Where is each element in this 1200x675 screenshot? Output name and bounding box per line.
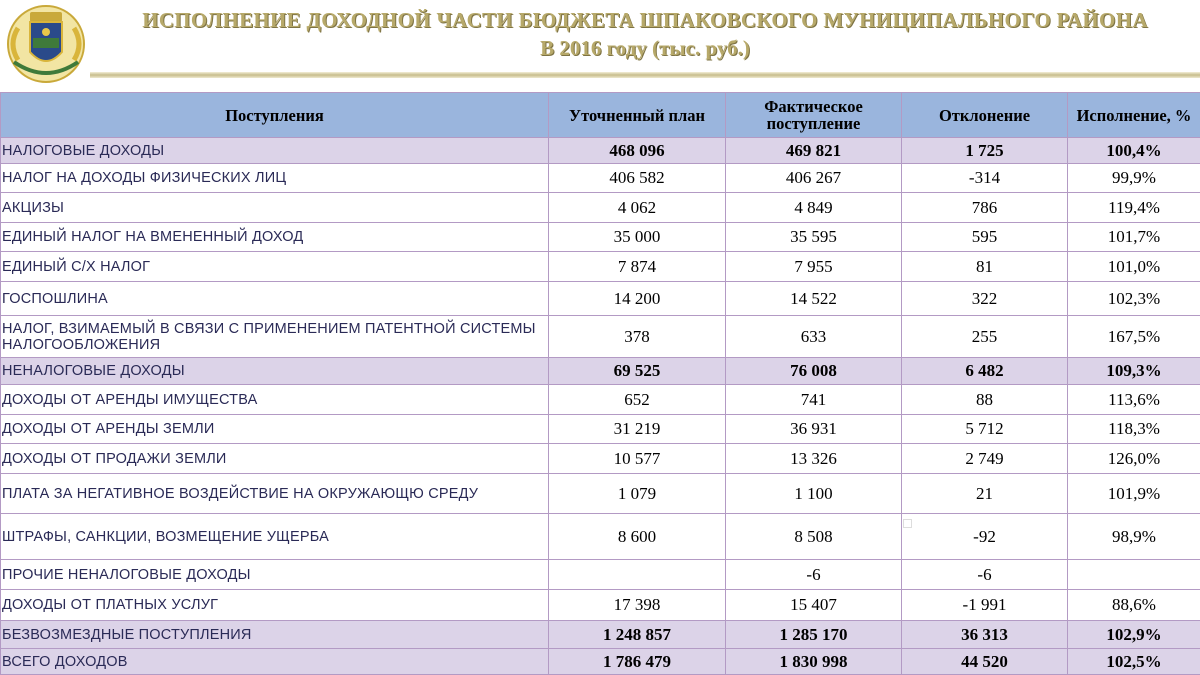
table-row <box>1 590 1200 621</box>
row-plan: 14 200 <box>549 282 726 316</box>
marker-dot <box>903 519 912 528</box>
row-name: НАЛОГОВЫЕ ДОХОДЫ <box>1 138 549 164</box>
row-plan: 468 096 <box>549 138 726 164</box>
row-name: БЕЗВОЗМЕЗДНЫЕ ПОСТУПЛЕНИЯ <box>1 621 549 649</box>
row-fact: 741 <box>726 385 902 415</box>
row-execution: 113,6% <box>1068 385 1200 415</box>
row-execution: 102,9% <box>1068 621 1200 649</box>
row-plan: 7 874 <box>549 252 726 282</box>
row-deviation: -92 <box>902 514 1068 560</box>
row-fact: 14 522 <box>726 282 902 316</box>
row-execution: 126,0% <box>1068 444 1200 474</box>
column-header-income: Поступления <box>1 93 549 138</box>
row-deviation: 322 <box>902 282 1068 316</box>
row-fact: 15 407 <box>726 590 902 621</box>
row-plan: 1 079 <box>549 474 726 514</box>
row-execution: 100,4% <box>1068 138 1200 164</box>
row-deviation: 6 482 <box>902 358 1068 385</box>
row-deviation: 44 520 <box>902 649 1068 675</box>
row-name: ВСЕГО ДОХОДОВ <box>1 649 549 675</box>
column-header-execution: Исполнение, % <box>1068 93 1200 138</box>
row-name: ПРОЧИЕ НЕНАЛОГОВЫЕ ДОХОДЫ <box>1 560 549 590</box>
row-plan: 406 582 <box>549 164 726 193</box>
column-header-plan: Уточненный план <box>549 93 726 138</box>
slide-header <box>0 0 1200 92</box>
table-row <box>1 193 1200 223</box>
row-execution: 101,7% <box>1068 223 1200 252</box>
row-execution: 101,0% <box>1068 252 1200 282</box>
row-plan: 1 248 857 <box>549 621 726 649</box>
row-fact: 13 326 <box>726 444 902 474</box>
row-name: НАЛОГ, ВЗИМАЕМЫЙ В СВЯЗИ С ПРИМЕНЕНИЕМ ПАТЕНТНОЙ СИСТЕМЫ НАЛОГООБЛОЖЕНИЯ <box>1 316 549 358</box>
page-subtitle: В 2016 году (тыс. руб.) <box>540 36 750 60</box>
page-title: ИСПОЛНЕНИЕ ДОХОДНОЙ ЧАСТИ БЮДЖЕТА ШПАКОВСКОГО МУНИЦИПАЛЬНОГО РАЙОНА <box>142 8 1148 32</box>
table-row <box>1 415 1200 444</box>
table-row <box>1 385 1200 415</box>
row-deviation: 21 <box>902 474 1068 514</box>
header-divider <box>90 72 1200 78</box>
table-row <box>1 223 1200 252</box>
table-row <box>1 444 1200 474</box>
row-plan <box>549 560 726 590</box>
table-row <box>1 282 1200 316</box>
row-deviation: -1 991 <box>902 590 1068 621</box>
table-header-row <box>1 93 1200 138</box>
table-row <box>1 358 1200 385</box>
column-header-fact: Фактическое поступление <box>726 93 902 138</box>
row-deviation: 786 <box>902 193 1068 223</box>
row-name: ЕДИНЫЙ НАЛОГ НА ВМЕНЕННЫЙ ДОХОД <box>1 223 549 252</box>
row-fact: 7 955 <box>726 252 902 282</box>
row-execution: 98,9% <box>1068 514 1200 560</box>
row-fact: 4 849 <box>726 193 902 223</box>
row-name: ГОСПОШЛИНА <box>1 282 549 316</box>
row-deviation: 81 <box>902 252 1068 282</box>
table-row <box>1 164 1200 193</box>
row-plan: 652 <box>549 385 726 415</box>
row-plan: 378 <box>549 316 726 358</box>
row-name: ЕДИНЫЙ С/Х НАЛОГ <box>1 252 549 282</box>
column-header-deviation: Отклонение <box>902 93 1068 138</box>
row-deviation: 2 749 <box>902 444 1068 474</box>
budget-table <box>0 92 1200 675</box>
table-row <box>1 560 1200 590</box>
row-name: АКЦИЗЫ <box>1 193 549 223</box>
row-fact: 406 267 <box>726 164 902 193</box>
row-execution: 88,6% <box>1068 590 1200 621</box>
row-fact: 1 830 998 <box>726 649 902 675</box>
row-name: ДОХОДЫ ОТ ПРОДАЖИ ЗЕМЛИ <box>1 444 549 474</box>
table-row <box>1 138 1200 164</box>
row-plan: 31 219 <box>549 415 726 444</box>
row-plan: 4 062 <box>549 193 726 223</box>
table-row <box>1 621 1200 649</box>
row-execution: 119,4% <box>1068 193 1200 223</box>
row-execution: 118,3% <box>1068 415 1200 444</box>
row-execution: 99,9% <box>1068 164 1200 193</box>
row-execution <box>1068 560 1200 590</box>
row-deviation: 88 <box>902 385 1068 415</box>
row-deviation: 255 <box>902 316 1068 358</box>
row-name: ДОХОДЫ ОТ ПЛАТНЫХ УСЛУГ <box>1 590 549 621</box>
row-plan: 10 577 <box>549 444 726 474</box>
row-name: ДОХОДЫ ОТ АРЕНДЫ ЗЕМЛИ <box>1 415 549 444</box>
row-deviation: -314 <box>902 164 1068 193</box>
row-plan: 69 525 <box>549 358 726 385</box>
row-fact: 8 508 <box>726 514 902 560</box>
row-fact: 36 931 <box>726 415 902 444</box>
row-name: НЕНАЛОГОВЫЕ ДОХОДЫ <box>1 358 549 385</box>
row-deviation: 36 313 <box>902 621 1068 649</box>
row-name: ПЛАТА ЗА НЕГАТИВНОЕ ВОЗДЕЙСТВИЕ НА ОКРУЖАЮЩЮ СРЕДУ <box>1 474 549 514</box>
row-plan: 35 000 <box>549 223 726 252</box>
table-row <box>1 649 1200 675</box>
row-fact: 633 <box>726 316 902 358</box>
row-fact: 469 821 <box>726 138 902 164</box>
table-row <box>1 474 1200 514</box>
row-name: ШТРАФЫ, САНКЦИИ, ВОЗМЕЩЕНИЕ УЩЕРБА <box>1 514 549 560</box>
coat-of-arms-icon <box>4 4 88 84</box>
row-execution: 167,5% <box>1068 316 1200 358</box>
table-row <box>1 252 1200 282</box>
row-deviation: -6 <box>902 560 1068 590</box>
row-execution: 101,9% <box>1068 474 1200 514</box>
row-execution: 102,3% <box>1068 282 1200 316</box>
row-execution: 109,3% <box>1068 358 1200 385</box>
row-fact: -6 <box>726 560 902 590</box>
row-fact: 1 285 170 <box>726 621 902 649</box>
row-fact: 1 100 <box>726 474 902 514</box>
row-plan: 17 398 <box>549 590 726 621</box>
row-deviation: 1 725 <box>902 138 1068 164</box>
row-execution: 102,5% <box>1068 649 1200 675</box>
row-deviation: 5 712 <box>902 415 1068 444</box>
table-row <box>1 514 1200 560</box>
row-plan: 8 600 <box>549 514 726 560</box>
row-plan: 1 786 479 <box>549 649 726 675</box>
row-fact: 76 008 <box>726 358 902 385</box>
row-name: НАЛОГ НА ДОХОДЫ ФИЗИЧЕСКИХ ЛИЦ <box>1 164 549 193</box>
table-row <box>1 316 1200 358</box>
row-fact: 35 595 <box>726 223 902 252</box>
row-deviation: 595 <box>902 223 1068 252</box>
row-name: ДОХОДЫ ОТ АРЕНДЫ ИМУЩЕСТВА <box>1 385 549 415</box>
